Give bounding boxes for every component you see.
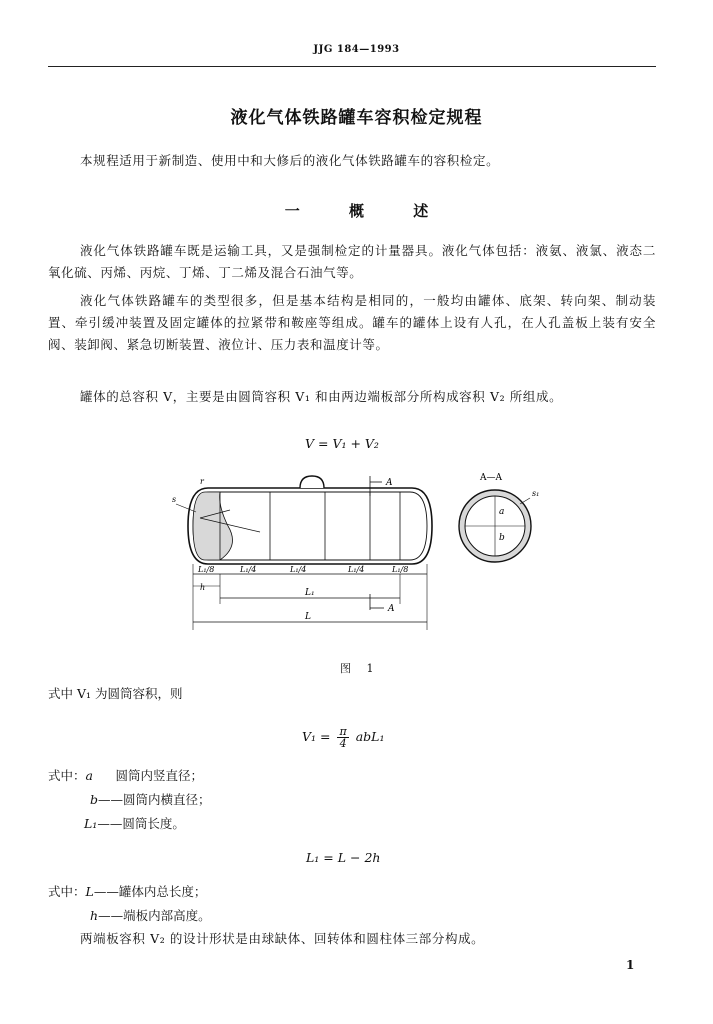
segment-3-label: L₁/4	[290, 565, 307, 574]
formula-cylinder-volume	[302, 726, 384, 749]
label-l1: L₁	[305, 588, 315, 598]
leader-s	[176, 504, 196, 512]
definition-l1	[84, 812, 185, 836]
section-number: 一	[284, 202, 300, 220]
segment-4-label: L₁/4	[348, 565, 365, 574]
formula2-rhs: abL₁	[355, 729, 385, 744]
document-code: JJG 184—1993	[313, 44, 400, 55]
definition-L-text: ——罐体内总长度；	[93, 884, 207, 899]
page-number: 1	[626, 958, 635, 972]
where-v1-line: 式中 V₁ 为圆筒容积，则	[48, 686, 183, 701]
definition-b	[90, 788, 211, 812]
definition-h-text: ——端板内部高度。	[98, 908, 211, 923]
formula-total-volume: V = V₁ + V₂	[305, 436, 379, 451]
header-rule	[48, 66, 656, 67]
section-name-2: 述	[413, 202, 429, 220]
symbol-a: a	[85, 768, 93, 783]
formula2-lhs: V₁ =	[302, 729, 331, 744]
paragraph-3: 罐体的总容积 V，主要是由圆筒容积 V₁ 和由两边端板部分所构成容积 V₂ 所组成。	[80, 389, 563, 404]
paragraph-1: 液化气体铁路罐车既是运输工具，又是强制检定的计量器具。液化气体包括：液氨、液氯、液态二氧化硫、丙烯、丙烷、丁烯、丁二烯及混合石油气等。	[48, 243, 656, 280]
page-title: 液化气体铁路罐车容积检定规程	[230, 108, 483, 128]
paragraph-4: 两端板容积 V₂ 的设计形状是由球缺体、回转体和圆柱体三部分构成。	[80, 931, 485, 946]
formula2-denominator: 4	[339, 737, 347, 750]
definitions-lead: 式中：	[48, 768, 86, 783]
tank-diagram	[160, 462, 560, 642]
definition-a	[48, 764, 203, 788]
label-h: h	[200, 583, 206, 592]
cut-label-top: A	[386, 478, 393, 488]
definitions2-lead: 式中：	[48, 884, 86, 899]
label-r: r	[200, 477, 204, 486]
definition-h	[90, 904, 211, 928]
figure-caption: 图 1	[340, 662, 380, 675]
manhole-dome	[300, 476, 324, 488]
paragraph-2: 液化气体铁路罐车的类型很多，但是基本结构是相同的，一般均由罐体、底架、转向架、制动装置、牵引缓冲装置及固定罐体的拉紧带和鞍座等组成。罐车的罐体上设有人孔，在人孔盖板上装有安全阀、装卸阀、紧急切断装置、液位计、压力表和温度计等。	[48, 293, 656, 352]
symbol-l1: L₁	[84, 816, 98, 831]
definition-l1-text: ——圆筒长度。	[97, 816, 185, 831]
label-l: L	[305, 612, 311, 622]
label-s1: s₁	[532, 489, 540, 498]
segment-5-label: L₁/8	[392, 565, 409, 574]
scope-paragraph: 本规程适用于新制造、使用中和大修后的液化气体铁路罐车的容积检定。	[80, 153, 500, 168]
symbol-b: b	[90, 792, 99, 807]
symbol-L: L	[85, 884, 94, 899]
label-b: b	[499, 533, 505, 543]
definition-a-text: 圆筒内竖直径；	[115, 768, 204, 783]
formula2-fraction	[337, 726, 348, 749]
segment-1-label: L₁/8	[198, 565, 215, 574]
symbol-h: h	[90, 908, 99, 923]
section-heading	[0, 200, 713, 221]
left-head-section	[193, 492, 233, 560]
definition-L	[48, 880, 206, 904]
cut-label-bottom: A	[388, 604, 395, 614]
segment-2-label: L₁/4	[240, 565, 257, 574]
formula-cylinder-length: L₁ = L − 2h	[306, 850, 381, 865]
section-name-1: 概	[348, 202, 364, 220]
label-a: a	[499, 507, 505, 517]
definition-b-text: ——圆筒内横直径；	[98, 792, 211, 807]
formula2-numerator: π	[339, 725, 347, 738]
label-s: s	[172, 495, 177, 504]
section-aa-title: A—A	[480, 473, 502, 483]
